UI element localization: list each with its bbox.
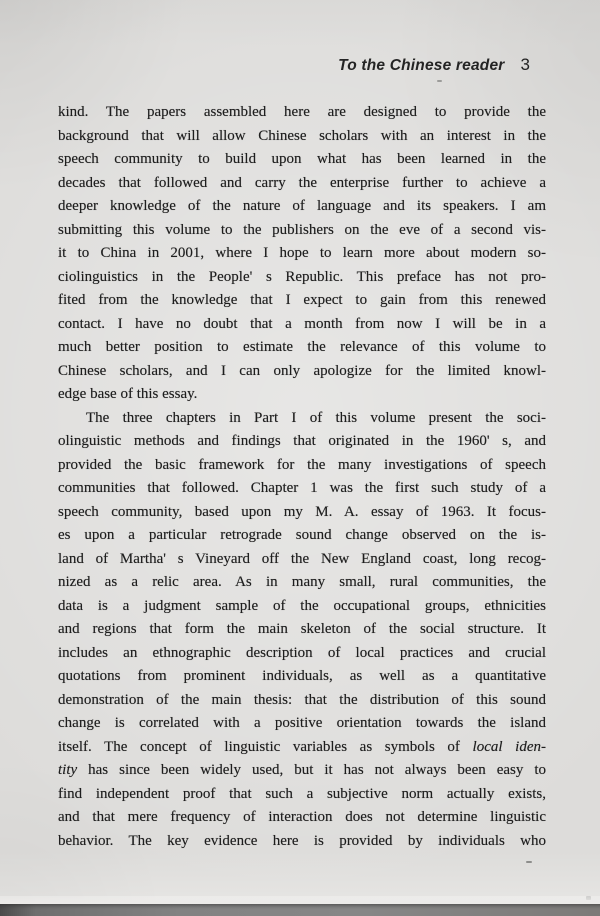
text-segment: speech community, based upon my M. A. essay of 1963. It focus- — [58, 503, 546, 520]
text-line — [58, 219, 546, 243]
text-segment: find independent proof that such a subjective norm actually exists, — [58, 785, 546, 802]
text-segment: behavior. The key evidence here is provided by individuals who — [58, 832, 546, 849]
text-segment: nized as a relic area. As in many small, rural communities, the — [58, 574, 546, 590]
text-segment: edge base of this essay. — [58, 386, 198, 402]
text-line — [58, 595, 546, 619]
text-line — [58, 548, 546, 572]
text-line — [58, 289, 546, 313]
text-line — [58, 736, 546, 760]
italic-text: local iden- — [472, 738, 546, 755]
text-line — [58, 501, 546, 525]
text-line — [58, 689, 546, 713]
text-line — [58, 524, 546, 548]
text-segment: quotations from prominent individuals, as well as a quantitative — [58, 668, 546, 684]
text-segment: demonstration of the main thesis: that the distribution of this sound — [58, 691, 546, 708]
text-line — [58, 336, 546, 360]
text-segment: itself. The concept of linguistic variables as symbols of — [58, 738, 473, 755]
text-segment: deeper knowledge of the nature of language and its speakers. I am — [58, 198, 546, 214]
text-segment: speech community to build upon what has been learned in the — [58, 151, 546, 167]
text-segment: change is correlated with a positive orientation towards the island — [58, 715, 546, 731]
text-line — [58, 477, 546, 501]
text-segment: communities that followed. Chapter 1 was the first such study of a — [58, 480, 546, 496]
text-line — [58, 830, 546, 854]
text-segment: olinguistic methods and findings that originated in the 1960' s, and — [58, 433, 546, 449]
text-segment: submitting this volume to the publishers on the eve of a second vis- — [58, 221, 546, 238]
text-line — [58, 383, 546, 407]
text-segment: background that will allow Chinese scholars with an interest in the — [58, 127, 546, 144]
text-segment: and regions that form the main skeleton of the social structure. It — [58, 621, 546, 637]
body-text — [58, 101, 546, 853]
text-line — [58, 148, 546, 172]
italic-text: tity — [58, 762, 78, 778]
text-segment: land of Martha' s Vineyard off the New England coast, long recog- — [58, 550, 546, 567]
text-segment: contact. I have no doubt that a month from now I will be in a — [58, 315, 546, 332]
text-line — [58, 642, 546, 666]
text-segment: kind. The papers assembled here are designed to provide the — [58, 104, 546, 120]
text-line — [58, 101, 546, 125]
text-line — [58, 712, 546, 736]
text-segment: includes an ethnographic description of local practices and crucial — [58, 644, 546, 661]
text-segment: decades that followed and carry the enterprise further to achieve a — [58, 174, 546, 191]
text-line — [58, 125, 546, 149]
text-segment: es upon a particular retrograde sound change observed on the is- — [58, 527, 546, 543]
text-line — [58, 313, 546, 337]
text-segment: data is a judgment sample of the occupational groups, ethnicities — [58, 597, 546, 614]
text-segment: provided the basic framework for the many investigations of speech — [58, 456, 546, 473]
text-line — [58, 665, 546, 689]
text-line — [58, 195, 546, 219]
text-line — [58, 242, 546, 266]
text-segment: it to China in 2001, where I hope to learn more about modern so- — [58, 245, 546, 261]
text-line — [58, 360, 546, 384]
text-segment: and that mere frequency of interaction does not determine linguistic — [58, 809, 546, 825]
text-segment: ciolinguistics in the People' s Republic. This preface has not pro- — [58, 268, 546, 285]
text-line — [58, 806, 546, 830]
running-title: To the Chinese reader — [338, 57, 505, 74]
text-line — [58, 172, 546, 196]
text-segment: fited from the knowledge that I expect to gain from this renewed — [58, 292, 546, 308]
scan-speck — [526, 861, 532, 863]
text-line — [58, 571, 546, 595]
text-line — [58, 430, 546, 454]
scan-edge-bar — [0, 904, 600, 916]
text-segment: much better position to estimate the relevance of this volume to — [58, 339, 546, 355]
text-line — [58, 783, 546, 807]
text-segment: has since been widely used, but it has not always been easy to — [77, 762, 546, 778]
text-segment: The three chapters in Part I of this volume present the soci- — [86, 409, 546, 426]
text-line — [58, 407, 546, 431]
paper-edge-highlight — [0, 896, 600, 904]
page-header — [338, 55, 530, 75]
page-number: 3 — [520, 55, 530, 74]
text-segment: Chinese scholars, and I can only apologize for the limited knowl- — [58, 362, 546, 379]
text-line — [58, 759, 546, 783]
text-line — [58, 618, 546, 642]
text-line — [58, 454, 546, 478]
scan-speck — [437, 80, 442, 82]
text-line — [58, 266, 546, 290]
